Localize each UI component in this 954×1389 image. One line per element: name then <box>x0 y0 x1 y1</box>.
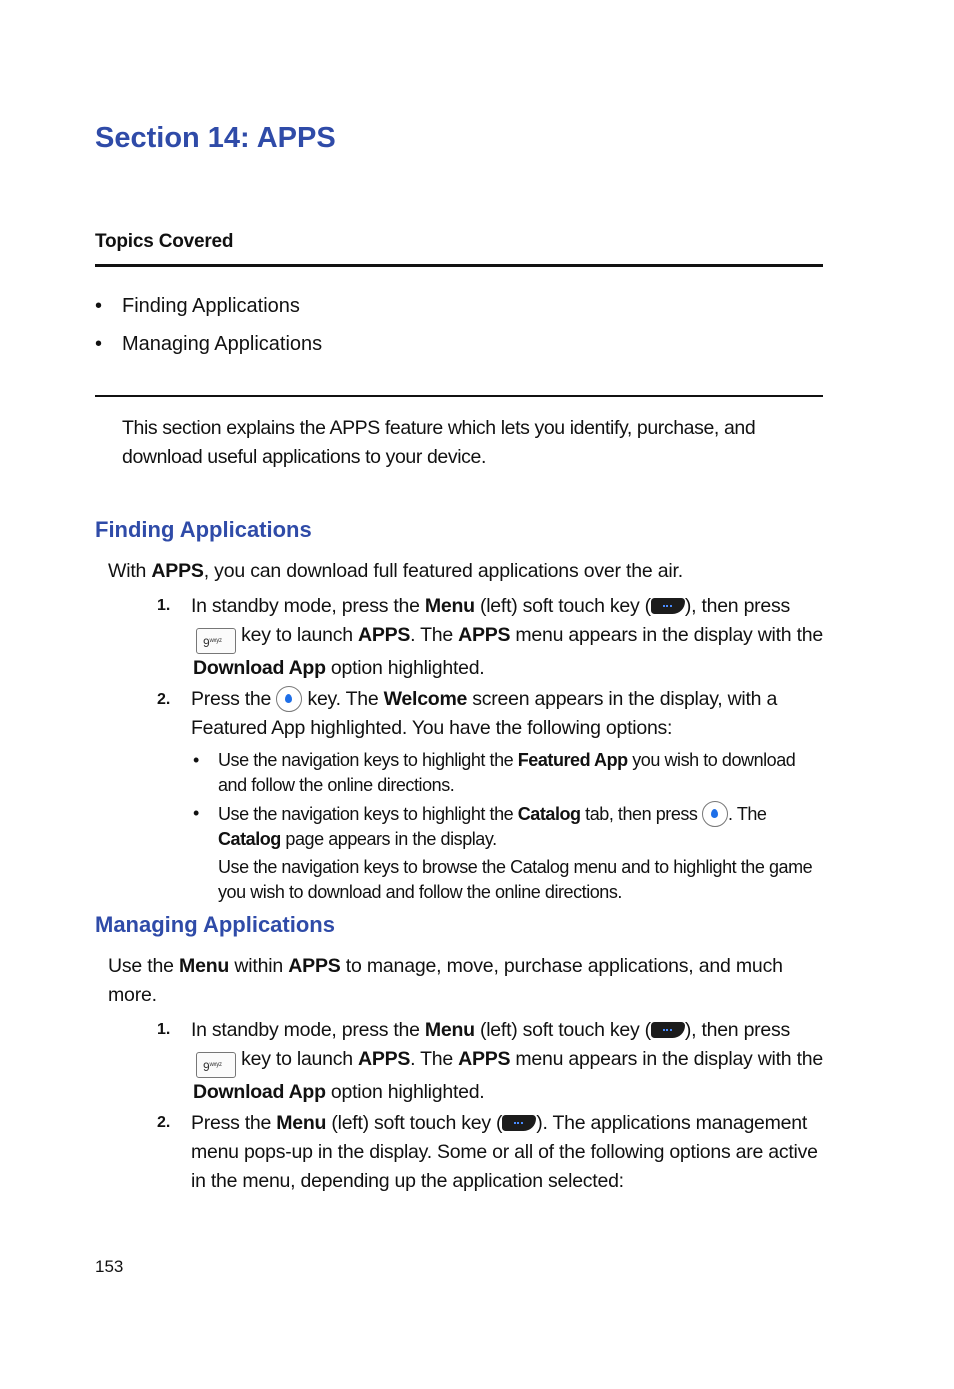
managing-lead-paragraph: Use the Menu within APPS to manage, move, purchase applications, and much more. <box>108 955 783 1006</box>
menu-soft-key-icon <box>651 1022 685 1038</box>
nine-wxyz-key-icon: $9^{wxyz}$ <box>196 628 236 654</box>
topic-item-managing: • Managing Applications <box>95 333 323 355</box>
step-number: 1. <box>157 1021 171 1038</box>
finding-applications-heading: Finding Applications <box>95 517 312 542</box>
managing-step-2: Press the Menu (left) soft touch key ( ). The applications management menu pops-up in the display. Some or all of the following options are active in the menu, depending up the application selected: <box>191 1112 818 1192</box>
menu-soft-key-icon <box>502 1115 536 1131</box>
managing-applications-heading: Managing Applications <box>95 912 335 937</box>
divider-bottom <box>95 395 823 397</box>
bullet-icon: • <box>193 750 199 770</box>
section-title: Section 14: APPS <box>95 122 336 154</box>
divider-top <box>95 264 823 267</box>
finding-lead-paragraph: With APPS, you can download full featured applications over the air. <box>108 560 683 582</box>
bullet-icon: • <box>95 333 103 355</box>
nine-wxyz-key-icon: $9^{wxyz}$ <box>196 1052 236 1078</box>
page-number: 153 <box>95 1257 124 1276</box>
intro-paragraph: This section explains the APPS feature which lets you identify, purchase, and download useful applications to your device. <box>122 417 756 468</box>
menu-soft-key-icon <box>651 598 685 614</box>
managing-step-1: In standby mode, press the Menu (left) soft touch key ( ), then press $9^{wxyz}$ key to launch APPS. The APPS menu appears in the display with the Download App option highlighted. <box>191 1019 823 1103</box>
finding-option-catalog: • Use the navigation keys to highlight the Catalog tab, then press . The Catalog page appears in the display. <box>193 803 767 849</box>
topic-item-finding: • Finding Applications <box>95 295 300 317</box>
finding-step-1: In standby mode, press the Menu (left) soft touch key ( ), then press $9^{wxyz}$ key to launch APPS. The APPS menu appears in the display with the Download App option highlighted. <box>191 595 823 679</box>
finding-catalog-note: Use the navigation keys to browse the Catalog menu and to highlight the game you wish to download and follow the online directions. <box>218 857 813 902</box>
topics-covered-label: Topics Covered <box>95 231 234 252</box>
ok-key-icon <box>276 686 302 712</box>
step-number: 2. <box>157 691 171 708</box>
step-number: 2. <box>157 1114 171 1131</box>
finding-option-featured: • Use the navigation keys to highlight the Featured App you wish to download and follow the online directions. <box>193 750 796 795</box>
bullet-icon: • <box>95 295 103 317</box>
ok-key-icon <box>702 801 728 827</box>
bullet-icon: • <box>193 803 199 823</box>
step-number: 1. <box>157 597 171 614</box>
finding-step-2: Press the key. The Welcome screen appears in the display, with a Featured App highlighted. You have the following options: <box>191 688 778 739</box>
